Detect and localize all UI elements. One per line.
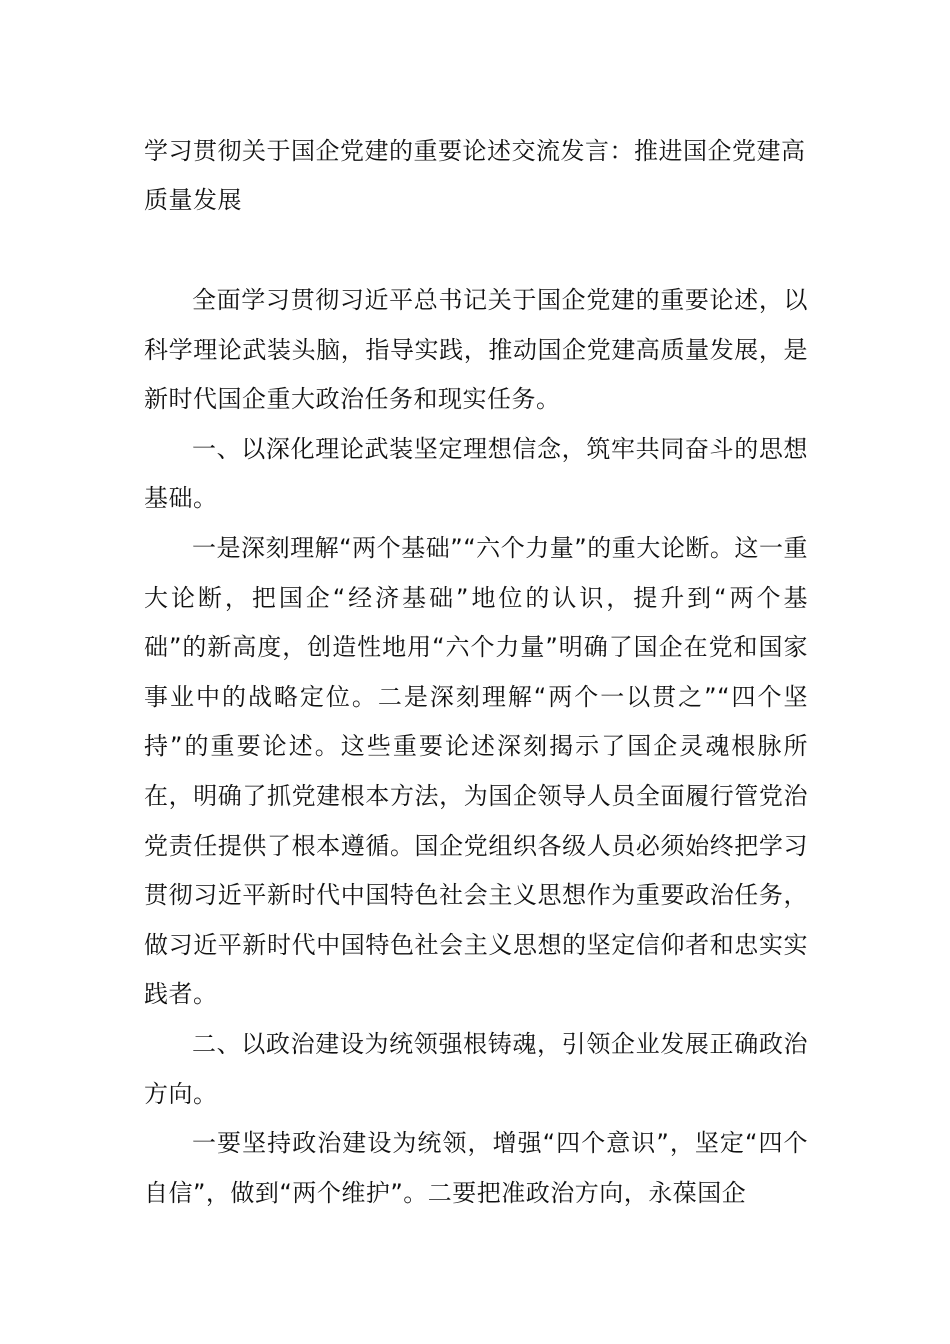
paragraph-section-1: 一是深刻理解“两个基础”“六个力量”的重大论断。这一重大论断，把国企“经济基础”地位的认识，提升到“两个基础”的新高度，创造性地用“六个力量”明确了国企在党和国家事业中的战略定位。二是深刻理解“两个一以贯之”“四个坚持”的重要论述。这些重要论述深刻揭示了国企灵魂根脉所在，明确了抓党建根本方法，为国企领导人员全面履行管党治党责任提供了根本遵循。国企党组织各级人员必须始终把学习贯彻习近平新时代中国特色社会主义思想作为重要政治任务，做习近平新时代中国特色社会主义思想的坚定信仰者和忠实实践者。 <box>144 533 808 1009</box>
section-heading-1: 一、以深化理论武装坚定理想信念，筑牢共同奋斗的思想基础。 <box>144 434 808 513</box>
document-body <box>144 276 808 1218</box>
document-title: 学习贯彻关于国企党建的重要论述交流发言：推进国企党建高质量发展 <box>144 137 806 214</box>
section-heading-2: 二、以政治建设为统领强根铸魂，引领企业发展正确政治方向。 <box>144 1029 808 1108</box>
paragraph-intro: 全面学习贯彻习近平总书记关于国企党建的重要论述，以科学理论武装头脑，指导实践，推动国企党建高质量发展，是新时代国企重大政治任务和现实任务。 <box>144 286 808 414</box>
paragraph-section-2: 一要坚持政治建设为统领，增强“四个意识”，坚定“四个自信”，做到“两个维护”。二要把准政治方向，永葆国企 <box>144 1129 808 1207</box>
